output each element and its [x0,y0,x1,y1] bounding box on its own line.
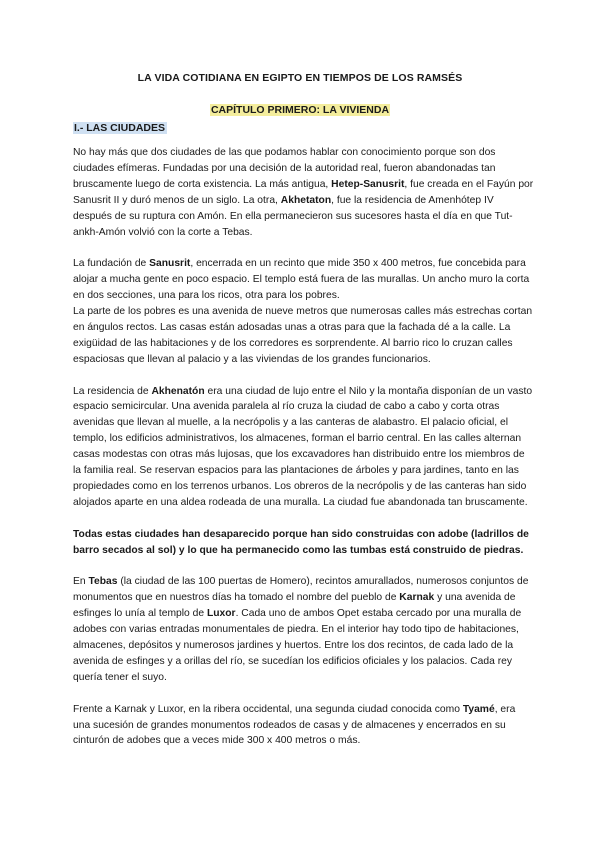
highlight-luxor: Luxor [206,608,236,620]
highlight-akhenaton: Akhenatón [151,385,205,397]
paragraph-tebas: En Tebas (la ciudad de las 100 puertas de Homero), recintos amurallados, numerosos conjuntos de monumentos que en nuestros días ha tomado el nombre del pueblo de Karnak y una avenida de esfinges lo unía al templo de Luxor. Cada uno de ambos Opet estaba cercado por una muralla de adobes con varias entradas monumentales de piedra. En el interior hay todo tipo de habitaciones, almacenes, depósitos y numerosos jardines y huertos. Entre los dos recintos, de cada lado de la avenida de esfinges y a orillas del río, se sucedían los edificios oficiales y los palacios. Cada rey quería tener el suyo. [73,576,529,683]
paragraph-hetep-sanusrit: No hay más que dos ciudades de las que podamos hablar con conocimiento porque son dos ciudades efímeras. Fundadas por una decisión de la autoridad real, fueron abandonadas tan bruscamente luego de corta existencia. La más antigua, Hetep-Sanusrit, fue creada en el Fayún por Sanusrit II y duró menos de un siglo. La otra, Akhetaton, fue la residencia de Amenhótep IV después de su ruptura con Amón. En ella permanecieron sus sucesores hasta el día en que Tut-ankh-Amón volvió con la corte a Tebas. [73,147,534,238]
highlight-akhetaton: Akhetaton [280,194,332,206]
paragraph-sanusrit: La fundación de Sanusrit, encerrada en un recinto que mide 350 x 400 metros, fue concebida para alojar a mucha gente en poco espacio. El templo está fuera de las murallas. Un ancho muro la corta en dos secciones, una para los ricos, otra para los pobres. [73,258,530,302]
section-heading [73,118,167,136]
highlight-sanusrit: Sanusrit [149,258,191,270]
paragraph-poor-quarter: La parte de los pobres es una avenida de nueve metros que numerosas calles más estrechas cortan en ángulos rectos. Las casas están adosadas unas a otras para que la fachada dé a la calle. La exigüidad de las habitaciones y de los corredores es sorprendente. Al barrio rico lo cruzan calles espaciosas que llevan al palacio y a las viviendas de los grandes funcionarios. [73,306,533,365]
highlight-tebas: Tebas [88,576,118,588]
paragraph-akhenaton: La residencia de Akhenatón era una ciudad de lujo entre el Nilo y la montaña disponían de un vasto espacio semicircular. Una avenida paralela al río cruza la ciudad de cabo a cabo y corta otras avenidas que llevan al muelle, a la necrópolis y a las canteras de alabastro. El palacio oficial, el templo, los edificios administrativos, los almacenes, forman el barrio central. En las calles alternan casas modestas con otras más lujosas, que los excavadores han distribuido entre los miembros de la familia real. Se reservan espacios para las plantaciones de árboles y para jardines, tanto en las propiedades como en los terrenos urbanos. Los obreros de la necrópolis y de las canteras han sido alojados aparte en una aldea rodeada de una muralla. La ciudad fue abandonada tan bruscamente. [73,385,533,508]
chapter-heading [0,100,600,118]
chapter-heading-text: CAPÍTULO PRIMERO: LA VIVIENDA [210,104,390,116]
highlight-hetep-sanusrit: Hetep-Sanusrit [331,178,405,190]
paragraph-adobe-summary: Todas estas ciudades han desaparecido porque han sido construidas con adobe (ladrillos de barro secados al sol) y lo que ha permanecido como las tumbas está construido de piedras. [73,528,529,556]
highlight-tyame: Tyamé [462,703,495,715]
paragraph-tyame: Frente a Karnak y Luxor, en la ribera occidental, una segunda ciudad conocida como Tyamé, era una sucesión de grandes monumentos rodeados de casas y de almacenes y encerrados en su cinturón de adobes que a veces mide 300 x 400 metros o más. [73,703,516,747]
document-title: LA VIDA COTIDIANA EN EGIPTO EN TIEMPOS DE LOS RAMSÉS [137,72,463,84]
document-body [73,145,535,765]
highlight-karnak: Karnak [399,592,435,604]
section-heading-text: I.- LAS CIUDADES [74,122,166,134]
